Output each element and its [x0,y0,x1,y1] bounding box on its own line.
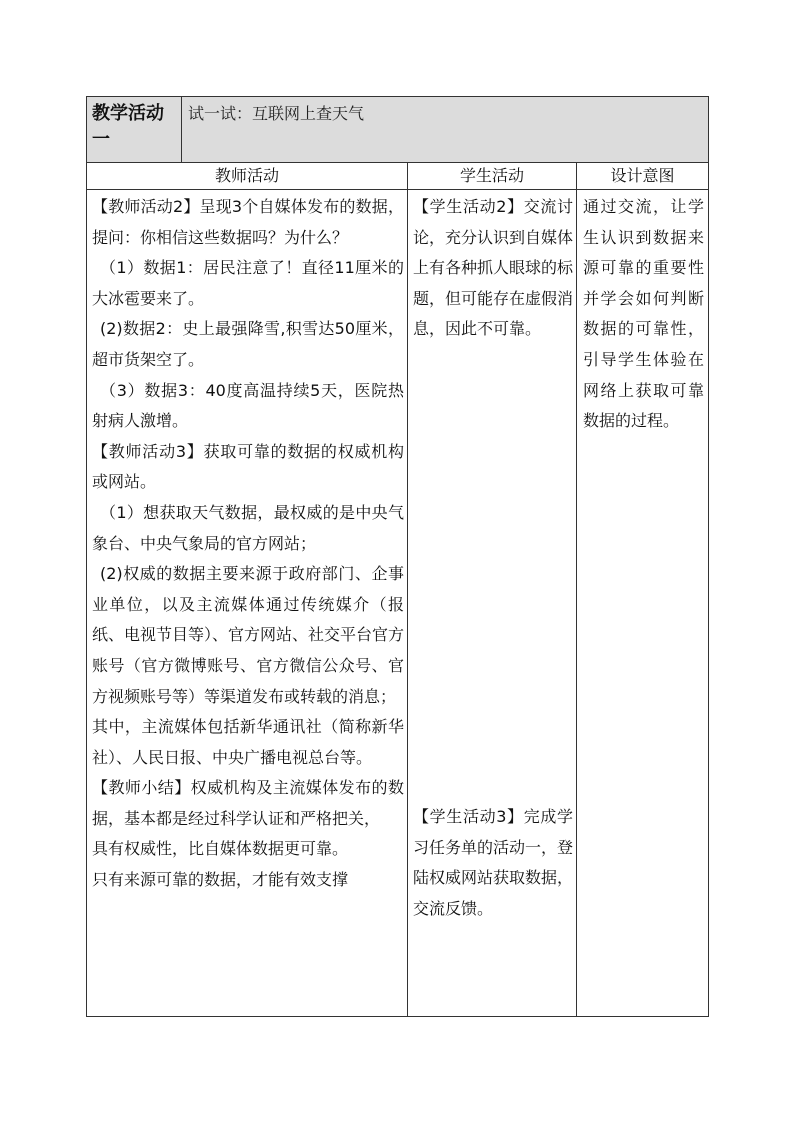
teacher-activity-cell [87,190,408,1017]
column-header-row [87,163,709,190]
activity-title-cell [87,97,182,163]
teacher-paragraph: （3）数据3：40度高温持续5天，医院热射病人激增。 [92,380,404,431]
spacer [413,345,573,802]
purpose-column-header: 设计意图 [577,163,709,190]
activity-header-row [87,97,709,163]
student-paragraph: 【学生活动2】交流讨论，充分认识到自媒体上有各种抓人眼球的标题，但可能存在虚假消息，因此不可靠。 [413,197,574,339]
teacher-paragraph: (2)数据2：史上最强降雪,积雪达50厘米，超市货架空了。 [92,319,404,369]
teacher-paragraph: (2)权威的数据主要来源于政府部门、企事业单位，以及主流媒体通过传统媒介（报纸、电视节目等）、官方网站、社交平台官方账号（官方微博账号、官方微信公众号、官方视频账号等）等渠道发布或转载的消息； [92,564,405,706]
activity-name: 试一试：互联网上查天气 [188,104,365,123]
teacher-column-header: 教师活动 [87,163,408,190]
student-paragraph: 【学生活动3】完成学习任务单的活动一，登陆权威网站获取数据，交流反馈。 [413,806,574,918]
activity-name-cell [182,97,709,163]
student-column-header: 学生活动 [408,163,577,190]
design-purpose-cell [577,190,709,1017]
lesson-plan-table [86,96,709,1017]
teacher-paragraph: （1）数据1：居民注意了！直径11厘米的大冰雹要来了。 [92,258,404,308]
teacher-paragraph: 其中，主流媒体包括新华通讯社（简称新华社）、人民日报、中央广播电视总台等。 [92,717,404,767]
teacher-paragraph: 具有权威性，比自媒体数据更可靠。 [92,839,349,859]
content-row [87,190,709,1017]
activity-title: 教学活动一 [92,103,164,150]
teacher-paragraph: 只有来源可靠的数据，才能有效支撑 [92,870,349,890]
teacher-paragraph: 【教师小结】权威机构及主流媒体发布的数据，基本都是经过科学认证和严格把关， [92,778,404,828]
teacher-paragraph: （1）想获取天气数据，最权威的是中央气象台、中央气象局的官方网站； [92,502,404,553]
purpose-paragraph: 通过交流，让学生认识到数据来源可靠的重要性并学会如何判断数据的可靠性，引导学生体验在网络上获取可靠数据的过程。 [583,197,705,431]
teacher-paragraph: 【教师活动2】呈现3个自媒体发布的数据，提问：你相信这些数据吗？为什么？ [92,197,404,247]
student-activity-cell [408,190,577,1017]
teacher-paragraph: 【教师活动3】获取可靠的数据的权威机构或网站。 [92,441,404,492]
